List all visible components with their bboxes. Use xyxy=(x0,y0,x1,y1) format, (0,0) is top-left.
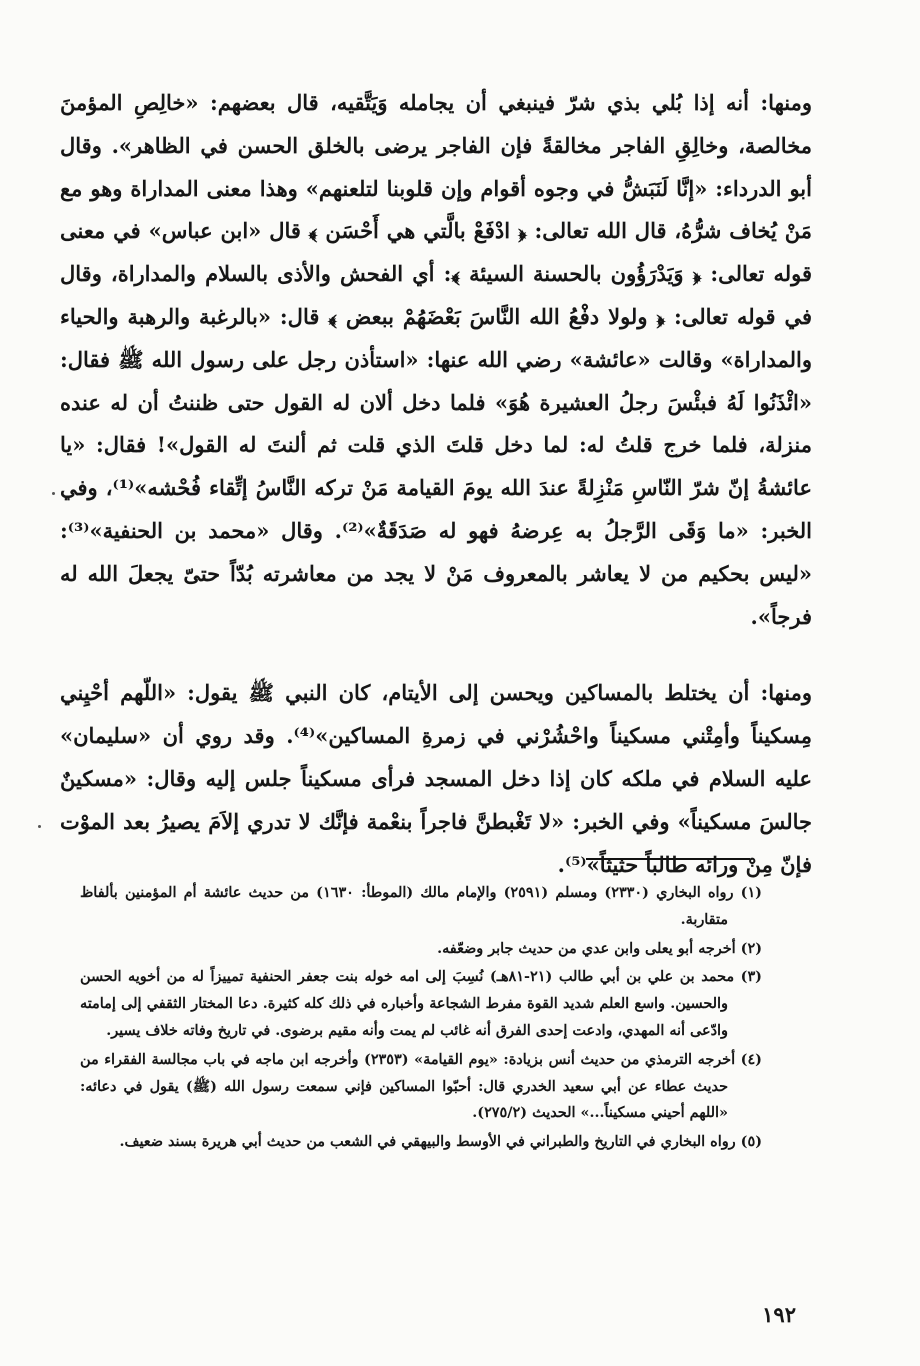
footnote-4: (٤) أخرجه الترمذي من حديث أنس بزيادة: «يوم القيامة» (٢٣٥٣) وأخرجه ابن ماجه في باب مجالسة الفقراء من حديث عطاء عن أبي سعيد الخدري قال: أحبّوا المساكين فإني سمعت رسول الله (ﷺ) يقول في دعائه: «اللهم أحيني مسكيناً...» الحديث (٢٧٥/٢). xyxy=(80,1050,762,1122)
footnote-1: (١) رواه البخاري (٢٣٣٠) ومسلم (٢٥٩١) والإمام مالك (الموطأ: ١٦٣٠) من حديث عائشة أم المؤمنين بألفاظ متقاربة. xyxy=(80,884,762,928)
paragraph-1: ومنها: أنه إذا بُلي بذي شرّ فينبغي أن يجامله وَيَتَّقيه، قال بعضهم: «خالِصِ المؤمنَ مخالصة، وخالِقِ الفاجر مخالقةً فإن الفاجر يرضى بالخلق الحسن في الظاهر». وقال أبو الدرداء: «إنَّا لَنَبَشُّ في وجوه أقوام وإن قلوبنا لتلعنهم» وهذا معنى المداراة وهو مع مَنْ يُخاف شرُّهُ، قال الله تعالى: ﴿ ادْفَعْ بالَّتي هي أَحْسَن ﴾ قال «ابن عباس» في معنى قوله تعالى: ﴿ وَيَدْرَؤُون بالحسنة السيئة ﴾: أي الفحش والأذى بالسلام والمداراة، وقال في قوله تعالى: ﴿ ولولا دفْعُ الله النَّاسَ بَعْضَهُمْ ببعض ﴾ قال: «بالرغبة والرهبة والحياء والمداراة» وقالت «عائشة» رضي الله عنها: «استأذن رجل على رسول الله ﷺ فقال: «ائْذَنُوا لَهُ فبئْسَ رجلُ العشيرة هُوَ» فلما دخل ألان له القول حتى ظننتُ أن له عنده منزلة، فلما خرج قلتُ له: لما دخل قلتَ الذي قلت ثم ألنتَ له القول»! فقال: «يا عائشةُ إنّ شرّ النّاسِ مَنْزِلةً عندَ الله يومَ القيامة مَنْ تركه النَّاسُ إتِّقاء فُحْشه»⁽¹⁾، وفي الخبر: «ما وَقَى الرَّجلُ به عِرضهُ فهو له صَدَقَةٌ»⁽²⁾. وقال «محمد بن الحنفية»⁽³⁾: «ليس بحكيم من لا يعاشر بالمعروف مَنْ لا يجد من معاشرته بُدّاً حتىّ يجعلَ الله له فرجاً». xyxy=(60,90,812,629)
page-number: ١٩٢ xyxy=(762,1302,796,1327)
paragraph-spacer xyxy=(60,638,812,672)
footnotes xyxy=(80,880,762,1158)
footnote-5: (٥) رواه البخاري في التاريخ والطبراني في الأوسط والبيهقي في الشعب من حديث أبي هريرة بسند ضعيف. xyxy=(119,1133,762,1151)
footnote-3: (٣) محمد بن علي بن أبي طالب (٢١-٨١هـ) نُسِبَ إلى امه خوله بنت جعفر الحنفية تمييزاً له من أخويه الحسن والحسين. واسع العلم شديد القوة مفرط الشجاعة وأخباره في ذلك كله كثيرة. دعا المختار الثقفي إلى إمامته وادّعى أنه المهدي، وادعت إحدى الفرق أنه غائب لم يمت وأنه مقيم برضوى. في تاريخ وفاته خلاف يسير. xyxy=(80,968,762,1039)
paragraph-2: ومنها: أن يختلط بالمساكين ويحسن إلى الأيتام، كان النبي ﷺ يقول: «اللّهم أحْيِني مِسكيناً وأمِتْني مسكيناً واحْشُرْني في زمرةِ المساكين»⁽⁴⁾. وقد روي أن «سليمان» عليه السلام في ملكه كان إذا دخل المسجد فرأى مسكيناً جلس إليه وقال: «مسكينٌ جالسَ مسكيناً» وفي الخبر: «لا تَغْبطنَّ فاجراً بنعْمة فإنَّك لا تدري إلاَمَ يصيرُ بعد الموْت فإنّ مِنْ ورائه طالباً حثيثاً»⁽⁵⁾. xyxy=(60,680,812,877)
footnote-2: (٢) أخرجه أبو يعلى وابن عدي من حديث جابر وضعّفه. xyxy=(437,939,762,957)
footnote-separator xyxy=(586,858,750,860)
main-text xyxy=(60,82,812,886)
scan-speck xyxy=(38,825,41,828)
scan-speck xyxy=(52,492,55,495)
